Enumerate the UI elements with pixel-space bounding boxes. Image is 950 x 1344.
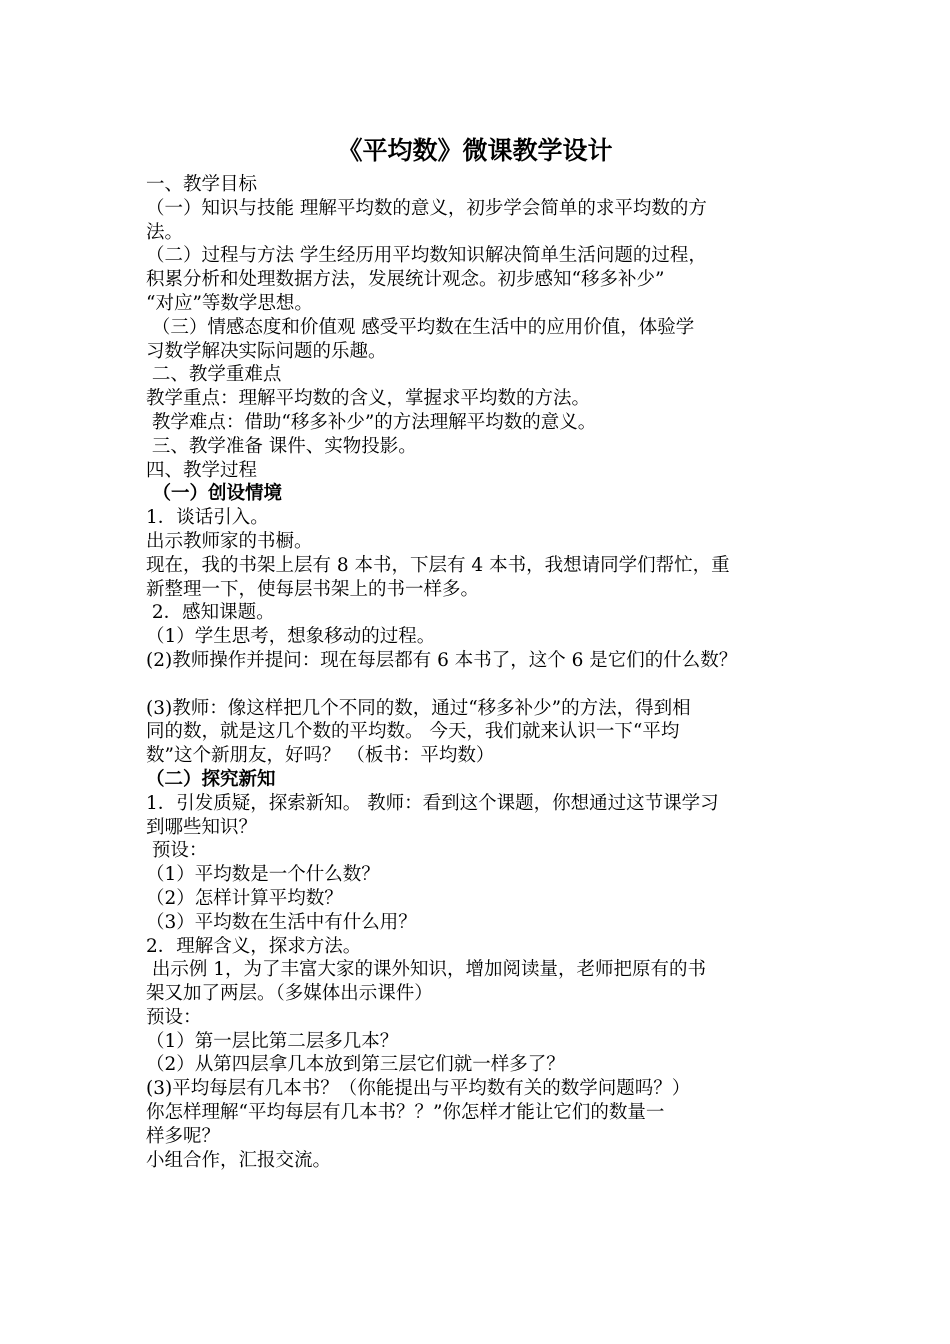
text-line: 一、教学目标 [146,174,258,195]
text-line: 2．感知课题。 [146,602,275,624]
section-heading: （一）创设情境 [146,483,282,505]
text-line: 出示例 1，为了丰富大家的课外知识，增加阅读量，老师把原有的书 [146,959,707,981]
text-line: （2）从第四层拿几本放到第三层它们就一样多了？ [146,1054,565,1076]
text-line: 法。 [146,221,184,243]
text-line: 同的数，就是这几个数的平均数。 今天，我们就来认识一下“平均 [146,721,680,743]
text-line: （二）过程与方法 学生经历用平均数知识解决简单生活问题的过程， [146,245,707,267]
text-line: 样多呢？ [146,1125,221,1147]
text-line: 到哪些知识？ [146,816,258,838]
text-line: 1．谈话引入。 [146,507,269,529]
text-line: 积累分析和处理数据方法，发展统计观念。初步感知“移多补少” [146,269,665,291]
document-title: 《平均数》微课教学设计 [337,136,613,165]
text-line: 小组合作，汇报交流。 [146,1149,332,1171]
text-line: (3)平均每层有几本书？（你能提出与平均数有关的数学问题吗？） [146,1078,691,1100]
text-line: 习数学解决实际问题的乐趣。 [146,340,387,362]
text-line: 四、教学过程 [146,459,258,481]
text-line: （1）学生思考，想象移动的过程。 [146,626,436,648]
text-line: 二、教学重难点 [146,364,282,386]
text-line: （1）第一层比第二层多几本？ [146,1030,399,1052]
text-line: 数”这个新朋友，好吗？ （板书：平均数） [146,745,495,767]
blank-line [146,673,818,697]
text-line: 教学难点：借助“移多补少”的方法理解平均数的意义。 [146,411,597,433]
text-line: (3)教师：像这样把几个不同的数，通过“移多补少”的方法，得到相 [146,697,691,719]
text-line: 三、教学准备 课件、实物投影。 [146,435,417,457]
text-line: 1．引发质疑，探索新知。 教师：看到这个课题，你想通过这节课学习 [146,792,719,814]
text-line: 现在，我的书架上层有 8 本书，下层有 4 本书，我想请同学们帮忙，重 [146,554,730,576]
text-line: (2)教师操作并提问：现在每层都有 6 本书了，这个 6 是它们的什么数？ [146,649,738,671]
document-body [146,173,818,1172]
text-line: “对应”等数学思想。 [146,292,313,314]
text-line: （2）怎样计算平均数？ [146,887,343,909]
text-line: 预设： [146,840,208,862]
text-line: （3）平均数在生活中有什么用？ [146,911,417,933]
text-line: 架又加了两层。（多媒体出示课件） [146,983,433,1005]
text-line: （一）知识与技能 理解平均数的意义，初步学会简单的求平均数的方 [146,197,707,219]
text-line: 你怎样理解“平均每层有几本书？？”你怎样才能让它们的数量一 [146,1102,665,1124]
text-line: （1）平均数是一个什么数？ [146,864,380,886]
text-line: 预设： [146,1006,202,1028]
text-line: 新整理一下，使每层书架上的书一样多。 [146,578,480,600]
text-line: （三）情感态度和价值观 感受平均数在生活中的应用价值，体验学 [146,316,695,338]
section-heading: （二）探究新知 [146,768,276,790]
text-line: 2．理解含义，探求方法。 [146,935,362,957]
text-line: 出示教师家的书橱。 [146,530,313,552]
text-line: 教学重点：理解平均数的含义，掌握求平均数的方法。 [146,388,591,410]
